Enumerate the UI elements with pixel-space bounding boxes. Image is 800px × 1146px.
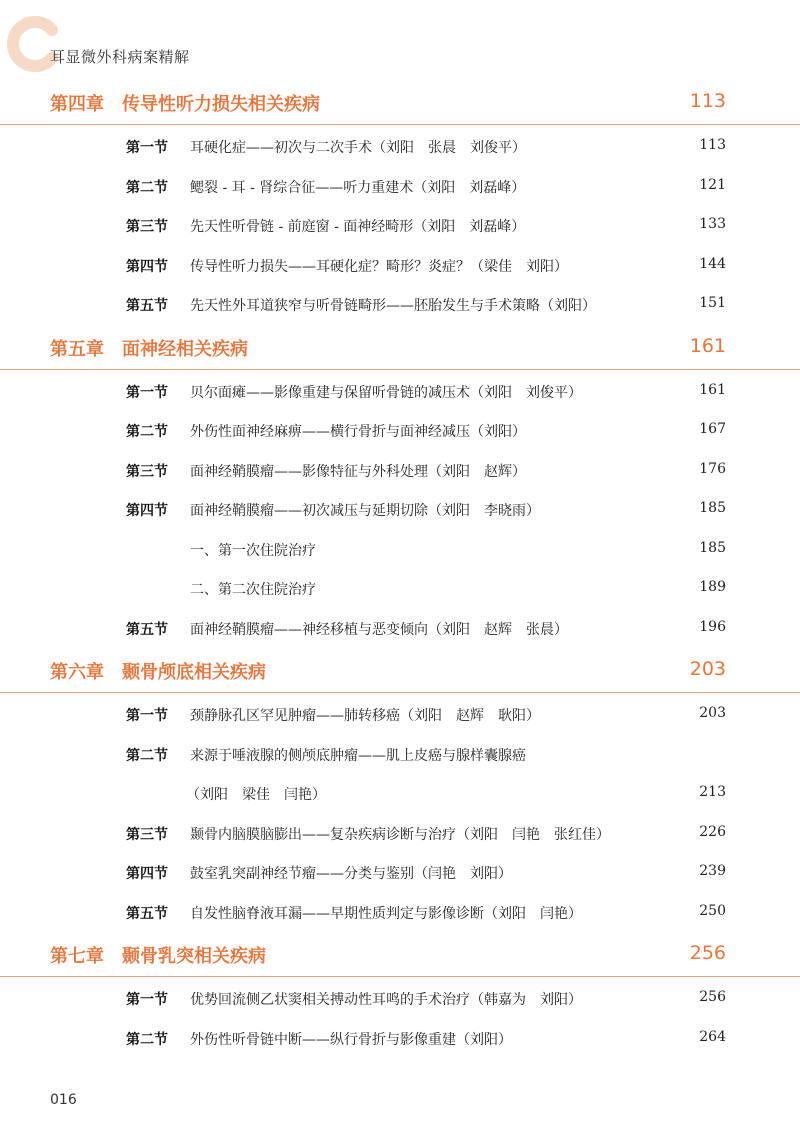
toc-entry[interactable] bbox=[0, 415, 800, 455]
section-number: 第一节 bbox=[126, 384, 168, 401]
section-number: 第二节 bbox=[126, 424, 168, 440]
section-title: 优势回流侧乙状窦相关搏动性耳鸣的手术治疗（韩嘉为 刘阳） bbox=[190, 992, 582, 1008]
table-of-contents bbox=[0, 84, 800, 1062]
section-page: 144 bbox=[699, 255, 726, 272]
subsection-title: 一、第一次住院治疗 bbox=[190, 542, 316, 559]
toc-entry[interactable] bbox=[0, 376, 800, 416]
section-title: 面神经鞘膜瘤——影像特征与外科处理（刘阳 赵辉） bbox=[190, 463, 526, 480]
toc-subentry[interactable] bbox=[0, 534, 800, 574]
chapter-heading[interactable] bbox=[0, 936, 800, 977]
section-number: 第五节 bbox=[126, 905, 168, 922]
section-number: 第一节 bbox=[126, 708, 168, 724]
section-title: 先天性听骨链 - 前庭窗 - 面神经畸形（刘阳 刘磊峰） bbox=[190, 219, 526, 235]
chapter-page: 256 bbox=[689, 942, 726, 964]
section-number: 第一节 bbox=[126, 992, 168, 1008]
section-page: 185 bbox=[699, 500, 726, 516]
section-page: 239 bbox=[699, 863, 726, 879]
section-number: 第四节 bbox=[126, 258, 168, 275]
toc-subentry[interactable] bbox=[0, 573, 800, 613]
chapter-title: 颞骨颅底相关疾病 bbox=[122, 662, 266, 683]
section-page: 151 bbox=[699, 295, 726, 311]
chapter-number: 第七章 bbox=[50, 946, 104, 967]
section-number: 第四节 bbox=[126, 503, 168, 519]
section-page: 256 bbox=[699, 989, 726, 1005]
section-page: 185 bbox=[699, 539, 726, 556]
toc-entry[interactable] bbox=[0, 739, 800, 779]
chapter-page: 161 bbox=[689, 334, 726, 357]
section-number: 第四节 bbox=[126, 866, 168, 882]
running-title: 耳显微外科病案精解 bbox=[50, 48, 190, 66]
section-number: 第五节 bbox=[126, 621, 168, 638]
section-title: 鳃裂 - 耳 - 肾综合征——听力重建术（刘阳 刘磊峰） bbox=[190, 179, 526, 196]
section-title: 来源于唾液腺的侧颅底肿瘤——肌上皮癌与腺样囊腺癌 bbox=[190, 747, 526, 764]
section-page: 264 bbox=[699, 1028, 726, 1045]
section-title: 面神经鞘膜瘤——初次减压与延期切除（刘阳 李晓雨） bbox=[190, 503, 540, 519]
chapter-number: 第四章 bbox=[50, 94, 104, 115]
chapter-number: 第五章 bbox=[50, 338, 104, 360]
section-title: 颞骨内脑膜脑膨出——复杂疾病诊断与治疗（刘阳 闫艳 张红佳） bbox=[190, 826, 610, 843]
section-title: 鼓室乳突副神经节瘤——分类与鉴别（闫艳 刘阳） bbox=[190, 866, 512, 882]
section-title: 先天性外耳道狭窄与听骨链畸形——胚胎发生与手术策略（刘阳） bbox=[190, 298, 596, 314]
chapter-heading[interactable] bbox=[0, 652, 800, 693]
toc-entry[interactable] bbox=[0, 171, 800, 211]
section-page: 250 bbox=[699, 902, 726, 919]
chapter-number: 第六章 bbox=[50, 662, 104, 683]
section-title: 外伤性面神经麻痹——横行骨折与面神经减压（刘阳） bbox=[190, 424, 526, 440]
toc-entry[interactable] bbox=[0, 494, 800, 534]
section-page: 189 bbox=[699, 579, 726, 595]
chapter-page: 113 bbox=[689, 90, 726, 112]
section-page: 226 bbox=[699, 823, 726, 840]
chapter-title: 面神经相关疾病 bbox=[122, 338, 248, 360]
section-title: 面神经鞘膜瘤——神经移植与恶变倾向（刘阳 赵辉 张晨） bbox=[190, 621, 568, 638]
section-number: 第二节 bbox=[126, 1031, 168, 1048]
toc-entry[interactable] bbox=[0, 983, 800, 1023]
page-number: 016 bbox=[50, 1092, 77, 1108]
toc-entry[interactable] bbox=[0, 857, 800, 897]
subsection-title: 二、第二次住院治疗 bbox=[190, 582, 316, 598]
section-number: 第二节 bbox=[126, 747, 168, 764]
section-title: 外伤性听骨链中断——纵行骨折与影像重建（刘阳） bbox=[190, 1031, 512, 1048]
chapter-title: 传导性听力损失相关疾病 bbox=[122, 94, 320, 115]
chapter-title: 颞骨乳突相关疾病 bbox=[122, 946, 266, 967]
section-page: 121 bbox=[699, 176, 726, 193]
section-number: 第二节 bbox=[126, 179, 168, 196]
toc-entry[interactable] bbox=[0, 250, 800, 290]
chapter-heading[interactable] bbox=[0, 329, 800, 370]
toc-entry[interactable] bbox=[0, 613, 800, 653]
section-title: 自发性脑脊液耳漏——早期性质判定与影像诊断（刘阳 闫艳） bbox=[190, 905, 582, 922]
toc-entry[interactable] bbox=[0, 818, 800, 858]
toc-entry[interactable] bbox=[0, 210, 800, 250]
chapter-page: 203 bbox=[689, 658, 726, 680]
section-page: 113 bbox=[699, 137, 726, 153]
toc-entry[interactable] bbox=[0, 1023, 800, 1063]
section-title: 颈静脉孔区罕见肿瘤——肺转移癌（刘阳 赵辉 耿阳） bbox=[190, 708, 540, 724]
section-page: 167 bbox=[699, 421, 726, 437]
section-title: 贝尔面瘫——影像重建与保留听骨链的减压术（刘阳 刘俊平） bbox=[190, 384, 582, 401]
section-number: 第一节 bbox=[126, 140, 168, 156]
section-title: 传导性听力损失——耳硬化症？畸形？炎症？（梁佳 刘阳） bbox=[190, 258, 568, 275]
section-page: 196 bbox=[699, 618, 726, 635]
section-number: 第三节 bbox=[126, 219, 168, 235]
toc-entry[interactable] bbox=[0, 897, 800, 937]
section-number: 第五节 bbox=[126, 298, 168, 314]
section-page: 133 bbox=[699, 216, 726, 232]
section-page: 161 bbox=[699, 381, 726, 398]
section-title-continuation: （刘阳 梁佳 闫艳） bbox=[186, 787, 326, 803]
toc-entry[interactable] bbox=[0, 131, 800, 171]
toc-entry[interactable] bbox=[0, 455, 800, 495]
toc-entry[interactable] bbox=[0, 289, 800, 329]
chapter-heading[interactable] bbox=[0, 84, 800, 125]
section-number: 第三节 bbox=[126, 826, 168, 843]
toc-entry[interactable] bbox=[0, 699, 800, 739]
section-number: 第三节 bbox=[126, 463, 168, 480]
section-page: 176 bbox=[699, 460, 726, 477]
toc-entry-continuation[interactable] bbox=[0, 778, 800, 818]
section-page: 213 bbox=[699, 784, 726, 800]
section-page: 203 bbox=[699, 705, 726, 721]
section-title: 耳硬化症——初次与二次手术（刘阳 张晨 刘俊平） bbox=[190, 140, 526, 156]
